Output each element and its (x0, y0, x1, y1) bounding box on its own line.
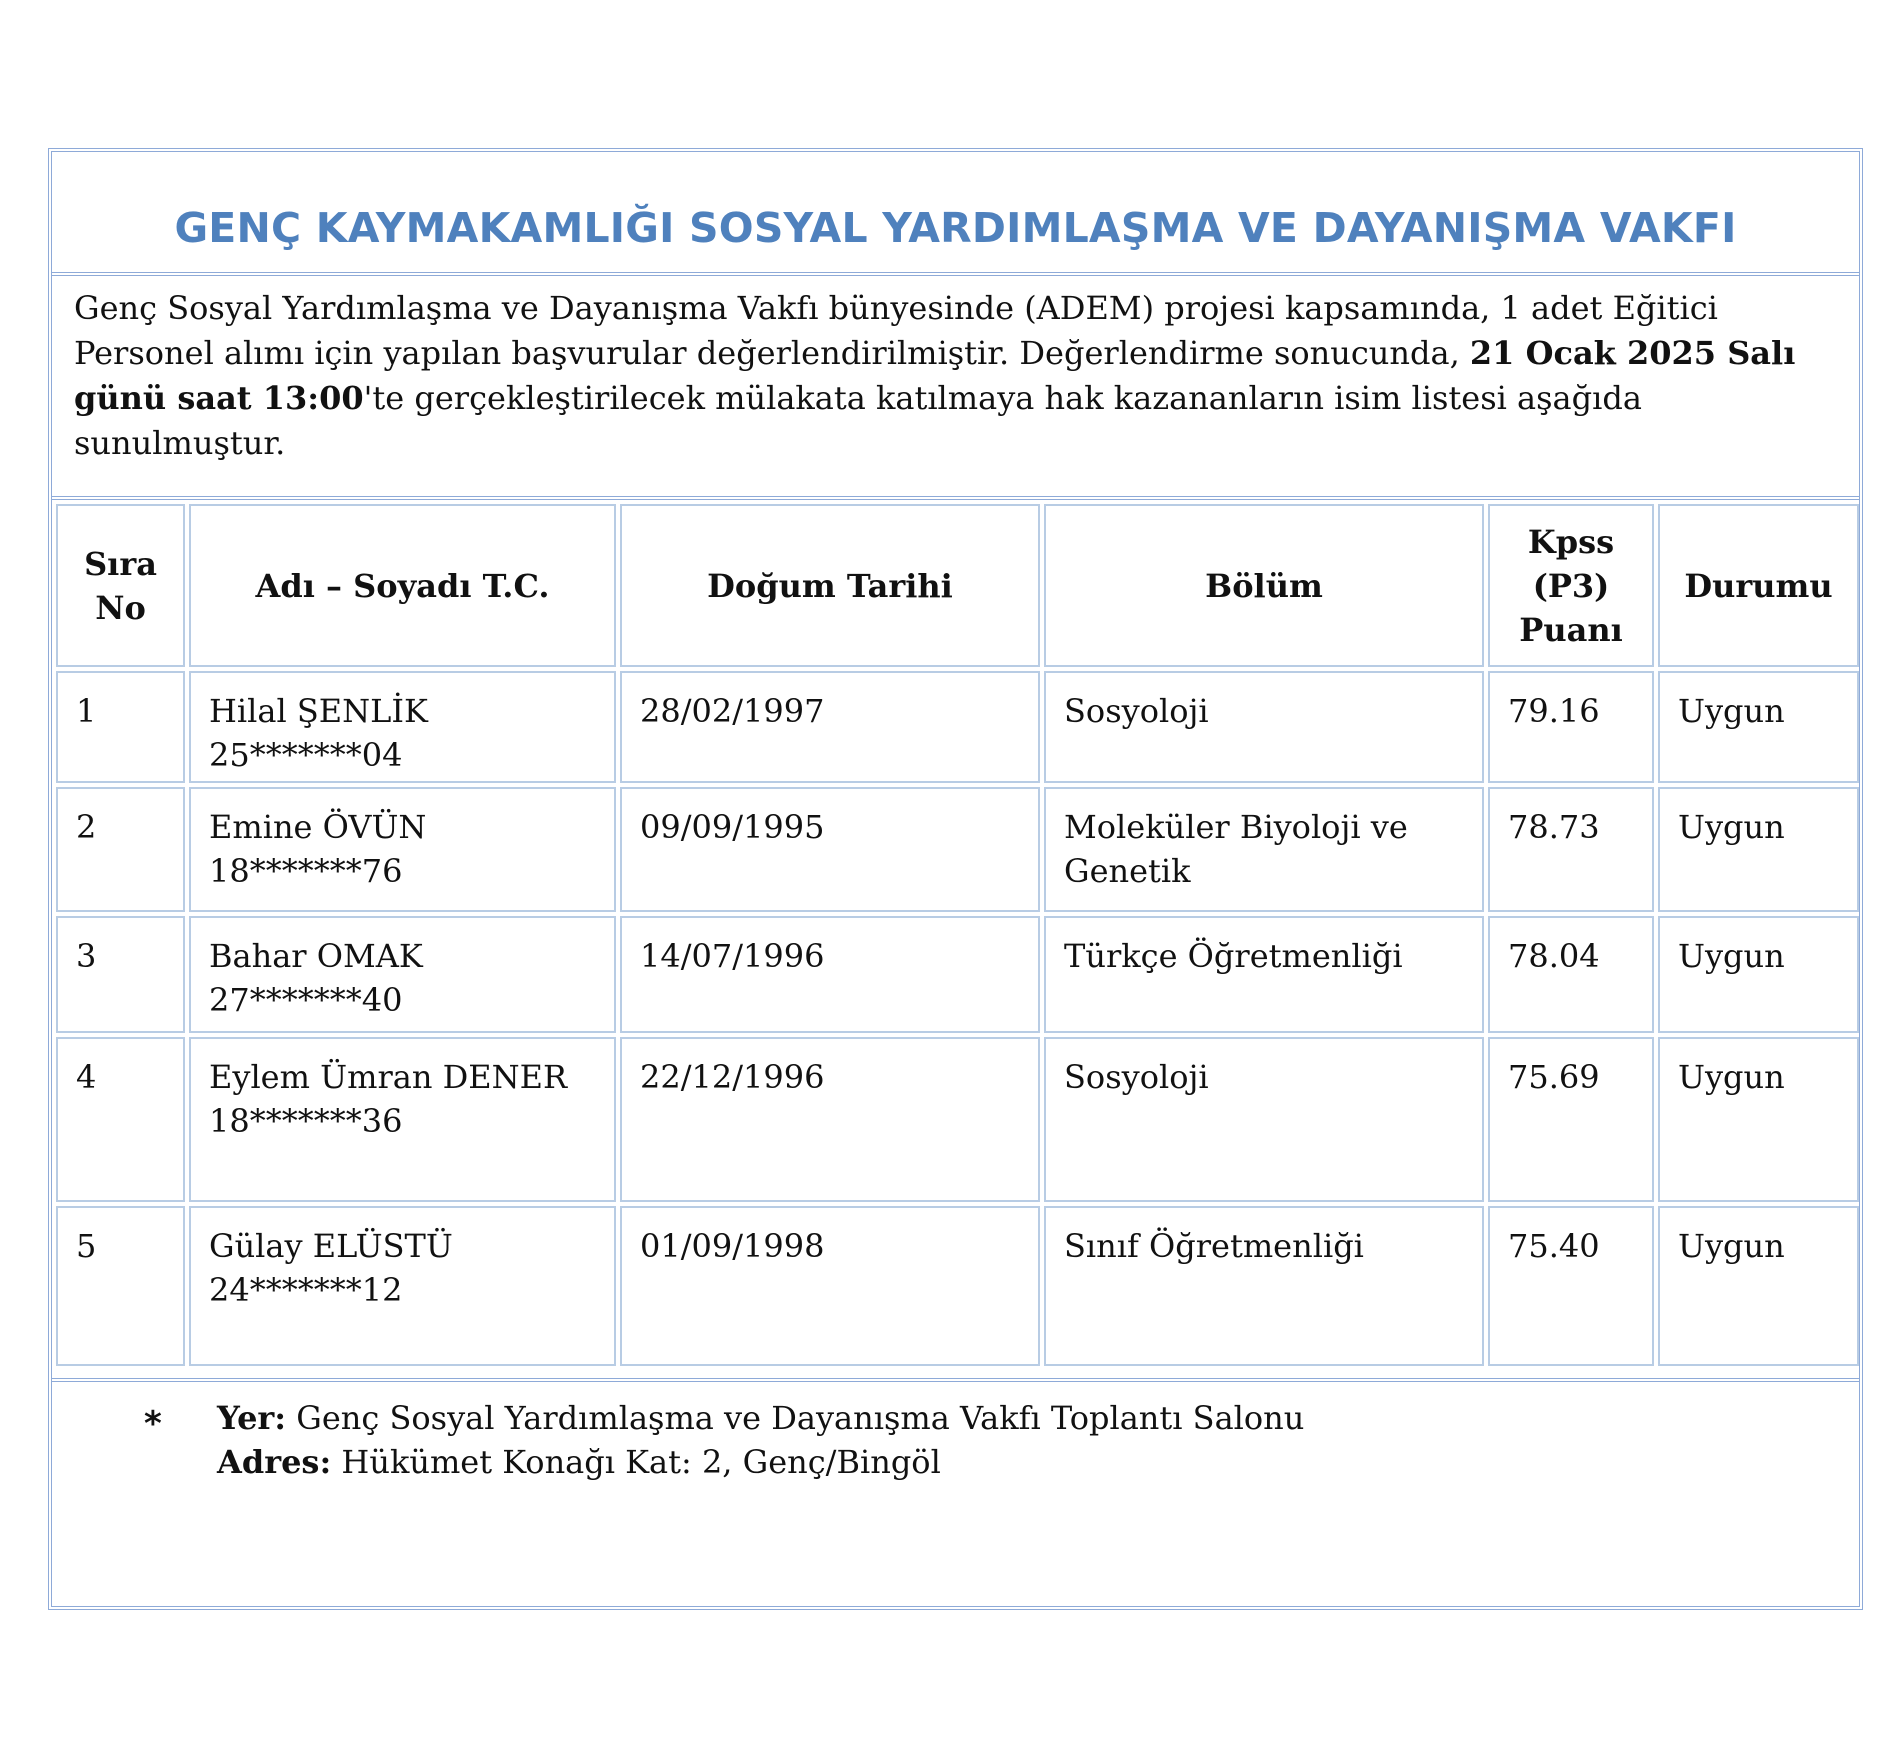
table-row (56, 916, 1859, 1033)
footer-divider (52, 1378, 1859, 1382)
row-status: Uygun (1658, 916, 1859, 1033)
row-birth-date: 22/12/1996 (620, 1037, 1040, 1202)
bullet-asterisk: * (144, 1404, 162, 1444)
venue-value: Genç Sosyal Yardımlaşma ve Dayanışma Vakfı Toplantı Salonu (286, 1399, 1305, 1437)
header-status: Durumu (1658, 504, 1859, 667)
row-department: Sosyoloji (1044, 1037, 1484, 1202)
row-name-tc (189, 916, 616, 1033)
table-row (56, 787, 1859, 912)
row-score: 75.69 (1488, 1037, 1654, 1202)
row-birth-date: 28/02/1997 (620, 671, 1040, 783)
row-no: 5 (56, 1206, 185, 1366)
address-label: Adres: (217, 1443, 332, 1481)
row-department: Sosyoloji (1044, 671, 1484, 783)
row-department: Türkçe Öğretmenliği (1044, 916, 1484, 1033)
row-birth-date: 09/09/1995 (620, 787, 1040, 912)
intro-paragraph (74, 286, 1829, 466)
address-line (217, 1440, 941, 1484)
candidate-tc: 18*******36 (209, 1102, 403, 1140)
header-department: Bölüm (1044, 504, 1484, 667)
venue-line (217, 1396, 1304, 1440)
table-header-row (56, 504, 1859, 667)
row-no: 2 (56, 787, 185, 912)
interview-date: 21 Ocak 2025 Salı günü saat 13:00 (74, 334, 1796, 417)
table-row (56, 1206, 1859, 1366)
row-score: 75.40 (1488, 1206, 1654, 1366)
candidate-name: Emine ÖVÜN (209, 808, 427, 846)
candidate-tc: 24*******12 (209, 1271, 403, 1309)
row-name-tc (189, 1206, 616, 1366)
candidate-tc: 18*******76 (209, 852, 403, 890)
row-status: Uygun (1658, 671, 1859, 783)
candidate-name: Eylem Ümran DENER (209, 1058, 568, 1096)
address-value: Hükümet Konağı Kat: 2, Genç/Bingöl (331, 1443, 941, 1481)
candidate-tc: 27*******40 (209, 981, 403, 1019)
row-name-tc (189, 1037, 616, 1202)
row-department: Sınıf Öğretmenliği (1044, 1206, 1484, 1366)
row-score: 78.04 (1488, 916, 1654, 1033)
row-no: 4 (56, 1037, 185, 1202)
row-name-tc (189, 671, 616, 783)
header-name-tc: Adı – Soyadı T.C. (189, 504, 616, 667)
row-name-tc (189, 787, 616, 912)
table-row (56, 671, 1859, 783)
candidate-name: Hilal ŞENLİK (209, 692, 428, 730)
header-sira-no: Sıra No (56, 504, 185, 667)
row-status: Uygun (1658, 1206, 1859, 1366)
intro-text-2: 'te gerçekleştirilecek mülakata katılmaya hak kazananların isim listesi aşağıda sunulmuştur. (74, 379, 1642, 462)
row-birth-date: 01/09/1998 (620, 1206, 1040, 1366)
row-no: 1 (56, 671, 185, 783)
header-kpss-score: Kpss (P3) Puanı (1488, 504, 1654, 667)
table-row (56, 1037, 1859, 1202)
row-birth-date: 14/07/1996 (620, 916, 1040, 1033)
page-title: GENÇ KAYMAKAMLIĞI SOSYAL YARDIMLAŞMA VE DAYANIŞMA VAKFI (174, 204, 1737, 252)
row-score: 79.16 (1488, 671, 1654, 783)
title-divider (52, 272, 1859, 276)
candidate-name: Bahar OMAK (209, 937, 423, 975)
candidate-tc: 25*******04 (209, 736, 403, 774)
row-score: 78.73 (1488, 787, 1654, 912)
header-birth-date: Doğum Tarihi (620, 504, 1040, 667)
row-status: Uygun (1658, 1037, 1859, 1202)
candidate-name: Gülay ELÜSTÜ (209, 1227, 453, 1265)
row-status: Uygun (1658, 787, 1859, 912)
row-department: Moleküler Biyoloji ve Genetik (1044, 787, 1484, 912)
candidate-table (52, 500, 1863, 1370)
announcement-frame (48, 148, 1863, 1610)
intro-text-1: Genç Sosyal Yardımlaşma ve Dayanışma Vakfı bünyesinde (ADEM) projesi kapsamında, 1 adet Eğitici Personel alımı için yapılan başvurular değerlendirilmiştir. Değerlendirme sonucunda, (74, 289, 1718, 372)
row-no: 3 (56, 916, 185, 1033)
venue-label: Yer: (217, 1399, 287, 1437)
